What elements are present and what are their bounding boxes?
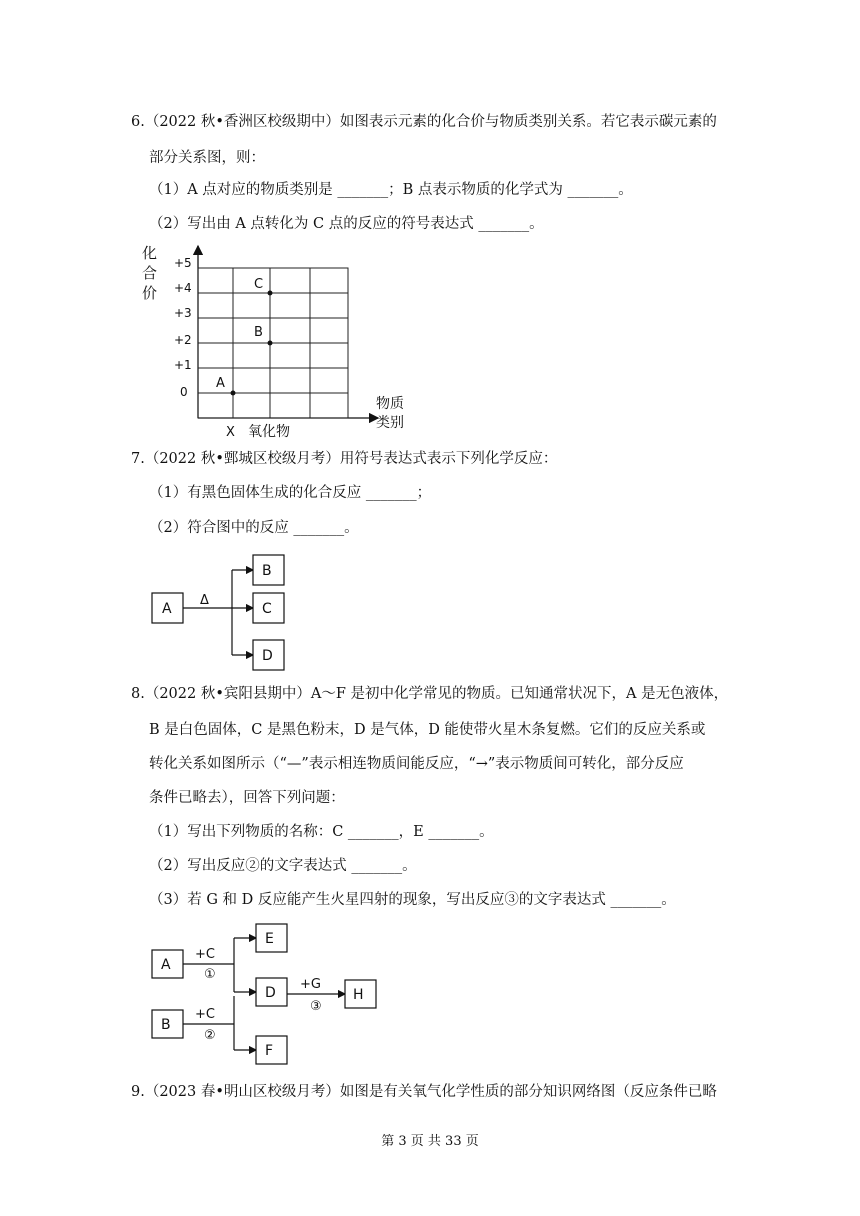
q7-subquestion-2: （2）符合图中的反应 _______。 [149,520,359,536]
reaction-network-diagram [140,918,400,1073]
box-h-label: H [353,987,364,1003]
y-tick-label: +2 [174,333,192,347]
decomposition-diagram [140,548,300,673]
box-d-label: D [262,648,273,664]
q8-stem-line1: 8.（2022 秋•宾阳县期中）A～F 是初中化学常见的物质。已知通常状况下，A 是无色液体， [131,686,729,702]
q7-stem: 7.（2022 秋•鄄城区校级月考）用符号表达式表示下列化学反应： [131,451,558,467]
page-footer: 第 3 页 共 33 页 [381,1134,479,1149]
q6-stem-line1: 6.（2022 秋•香洲区校级期中）如图表示元素的化合价与物质类别关系。若它表示碳元素的 [131,114,717,130]
box-b-label: B [262,563,272,579]
q7-subquestion-1: （1）有黑色固体生成的化合反应 _______； [149,485,432,501]
point-a-label: A [216,376,225,391]
reagent-c-label-1: +C [195,947,215,962]
box-f-label: F [265,1043,274,1059]
q8-stem-line3: 转化关系如图所示（“—”表示相连物质间能反应，“→”表示物质间可转化，部分反应 [149,756,684,772]
y-axis-title-char: 化 [142,244,158,262]
point-b-label: B [254,325,263,340]
y-axis-title-char: 合 [142,264,158,282]
box-e-label: E [265,931,274,947]
y-tick-label: +5 [174,256,192,270]
y-axis-title-char: 价 [142,284,158,302]
q6-stem-line2: 部分关系图，则： [149,150,265,166]
x-label-x: X [226,425,235,440]
point-c-label: C [254,277,264,292]
point-b-marker [268,341,273,346]
x-axis-title-line2: 类别 [376,415,404,431]
q8-subquestion-2: （2）写出反应②的文字表达式 _______。 [149,858,417,874]
reagent-c-label-2: +C [195,1007,215,1022]
q8-stem-line2: B 是白色固体，C 是黑色粉末，D 是气体，D 能使带火星木条复燃。它们的反应关系或 [149,722,706,738]
q9-stem: 9.（2023 春•明山区校级月考）如图是有关氧气化学性质的部分知识网络图（反应条件已略 [131,1084,717,1100]
point-c-marker [268,291,273,296]
heat-condition-label: Δ [200,593,209,608]
box-a-label: A [161,957,171,973]
reaction-2-label: ② [204,1028,216,1043]
q8-subquestion-3: （3）若 G 和 D 反应能产生火星四射的现象，写出反应③的文字表达式 _______。 [149,892,676,908]
y-tick-label: +4 [174,281,192,295]
reaction-1-label: ① [204,967,216,982]
valence-class-chart [140,240,404,440]
y-tick-label: +3 [174,306,192,320]
q8-stem-line4: 条件已略去），回答下列问题： [149,790,345,806]
q8-subquestion-1: （1）写出下列物质的名称：C _______，E _______。 [149,824,494,840]
box-a-label: A [162,601,172,617]
point-a-marker [231,391,236,396]
box-c-label: C [262,601,272,617]
box-d-label: D [265,985,276,1001]
y-tick-label: +1 [174,358,192,372]
y-tick-label: 0 [180,385,188,399]
q6-subquestion-1: （1）A 点对应的物质类别是 _______；B 点表示物质的化学式为 _______。 [149,182,633,198]
box-b-label: B [161,1017,171,1033]
x-axis-title-line1: 物质 [376,396,404,412]
q6-subquestion-2: （2）写出由 A 点转化为 C 点的反应的符号表达式 _______。 [149,216,544,232]
reaction-3-label: ③ [310,999,322,1014]
reagent-g-label: +G [300,977,321,992]
chart-grid [198,268,348,418]
x-label-oxide: 氧化物 [248,424,290,440]
